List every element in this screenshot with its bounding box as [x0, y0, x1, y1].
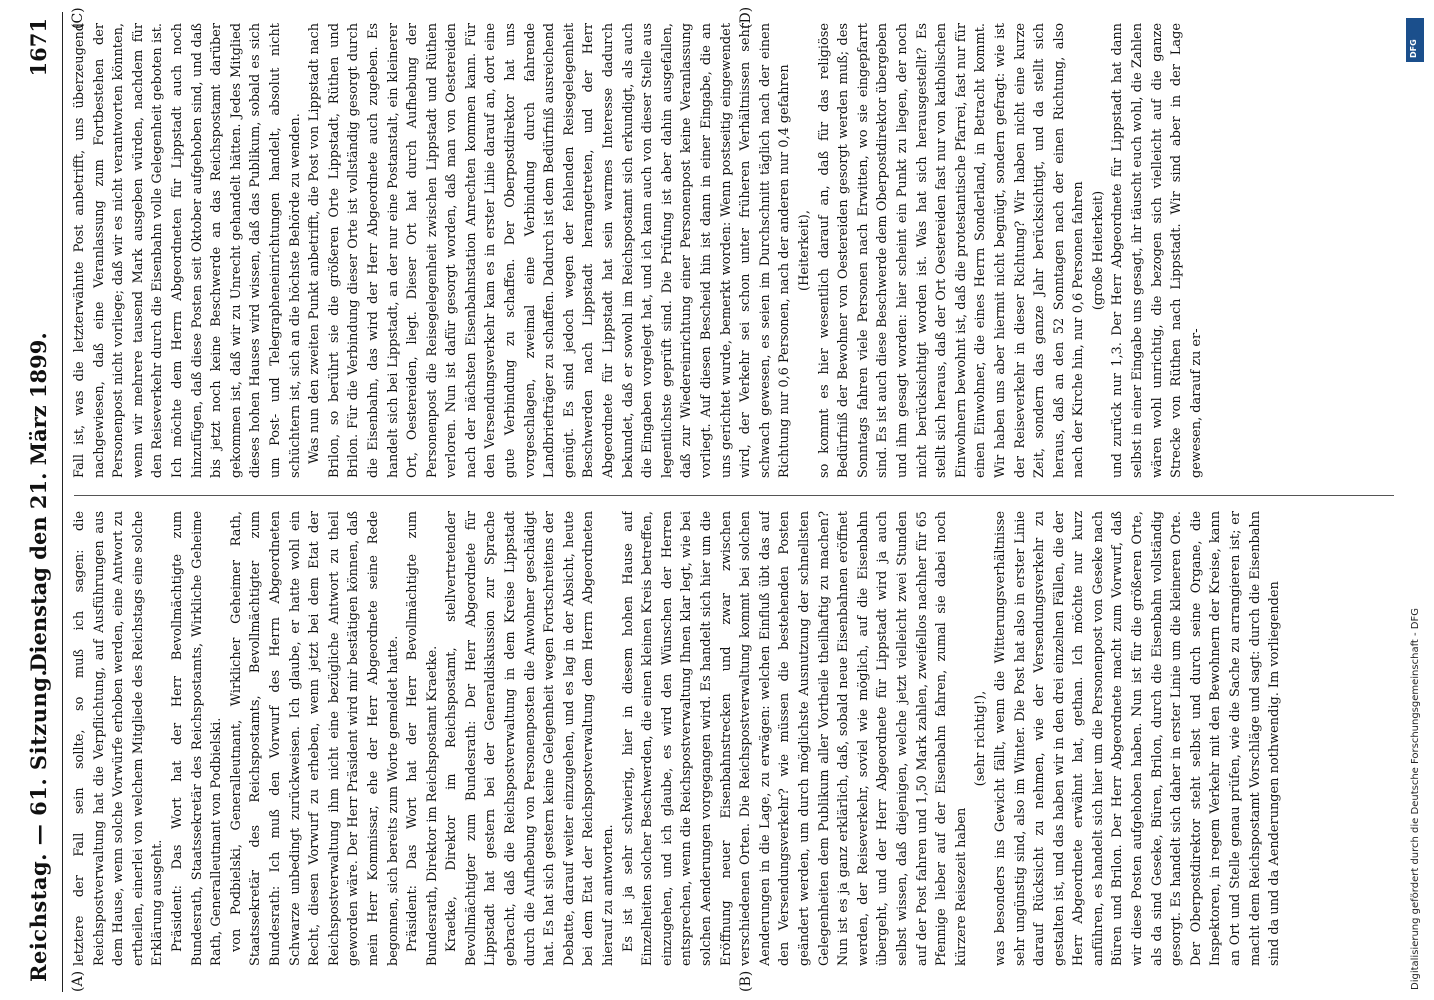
paragraph: Was nun den zweiten Punkt anbetrifft, die Post von Lippstadt nach Brilon, so berührt sie die größeren Orte Lippstadt, Rüthen und Brilon. Für die Verbindung dieser Orte ist vollständig gesorgt durch die Eisenbahn, das wird der Herr Abgeordnete auch zugeben. Es handelt sich bei Lippstadt, an der nur eine Postanstalt, ein kleinerer Ort, Oestereiden, liegt. Dieser Ort hat durch Aufhebung der Personenpost die Reisegelegenheit zwischen Lippstadt und Rüthen verloren. Nun ist dafür gesorgt worden, daß man von Oestereiden nach der nächsten Eisenbahnstation Anrechten kommen kann. Für den Versendungsverkehr kam es in erster Linie darauf an, dort eine gute Verbindung zu schaffen. Der Oberpostdirektor hat uns vorgeschlagen, zweimal eine Verbindung durch fahrende Landbriefträger zu schaffen. Dadurch ist dem Bedürfniß ausreichend genügt. Es sind jedoch wegen der fehlenden Reisegelegenheit Beschwerden nach Lippstadt herangetreten, und der Herr Abgeordnete für Lippstadt hat sein warmes Interesse dadurch bekundet, daß er sowohl im Reichspostamt sich erkundigt, als auch die Eingaben vorgelegt hat, und ich kann auch von dieser Stelle aus legentlichste geprüft sind. Die Prüfung ist aber dahin ausgefallen, daß zur Wiedereinrichtung einer Personenpost keine Veranlassung vorliegt. Auf diesen Bescheid hin ist dann in einer Eingabe, die an uns gerichtet wurde, bemerkt worden: Wenn postseitig eingewendet wird, der Verkehr sei schon unter früheren Verhältnissen sehr schwach gewesen, es seien im Durchschnitt täglich nach der einen Richtung nur 0,6 Personen, nach der anderen nur 0,4 gefahren	[307, 23, 793, 478]
left-text-column	[70, 511, 1400, 966]
paragraph: Präsident: Das Wort hat der Herr Bevollmächtigte zum Bundesrath, Staatssekretär des Reichspostamts, Wirkliche Geheime Rath, Generalleutnant von Podbielski.	[169, 511, 225, 966]
section-marker-d: (D)	[738, 6, 754, 29]
column-divider	[74, 495, 1394, 496]
interjection: (Heiterkeit),	[796, 210, 812, 291]
section-marker-a: (A)	[70, 970, 86, 992]
interjection: (sehr richtig!),	[973, 690, 989, 787]
section-marker-c: (C)	[70, 7, 86, 29]
paragraph: von Podbielski, Generalleutnant, Wirklicher Geheimer Rath, Staatssekretär des Reichspostamts, Bevollmächtigter zum Bundesrath: Ich muß den Vorwurf des Herrn Abgeordneten Schwarze unbedingt zurückweisen. Ich glaube, er hatte wohl ein Recht, diesen Vorwurf zu erheben, wenn jetzt bei dem Etat der Reichspostverwaltung ihm nicht eine bezügliche Antwort zu theil geworden wäre. Der Herr Präsident wird mir bestätigen können, daß mein Herr Kommissar, ehe der Herr Abgeordnete seine Rede begonnen, sich bereits zum Worte gemeldet hatte.	[228, 511, 401, 966]
paragraph: Es ist ja sehr schwierig, hier in diesem hohen Hause auf Einzelheiten solcher Beschwerden, die einen kleinen Kreis betreffen, einzugehen, und ich glaube, es wird den Wünschen der Herren entsprechen, wenn die Reichspostverwaltung Ihnen klar legt, wie bei solchen Aenderungen vorgegangen wird. Es handelt sich hier um die Eröffnung neuer Eisenbahnstrecken und zwar zwischen verschiedenen Orten. Die Reichspostverwaltung kommt bei solchen Aenderungen in die Lage, zu erwägen: welchen Einfluß übt das auf den Versendungsverkehr? wie müssen die bestehenden Posten geändert werden, um durch möglichste Ausnutzung der schnellsten Gelegenheiten dem Publikum aller Vortheile theilhaftig zu machen? Nun ist es ja ganz erklärlich, daß, sobald neue Eisenbahnen eröffnet werden, der Reiseverkehr, soviel wie möglich, auf die Eisenbahn übergeht, und der Herr Abgeordnete für Lippstadt wird ja auch selbst wissen, daß diejenigen, welche jetzt vielleicht zwei Stunden auf der Post fahren und 1,50 Mark zahlen, zweifellos nachher für 65 Pfennige lieber auf der Eisenbahn fahren, zumal sie dabei noch kürzere Reisezeit haben	[620, 511, 969, 966]
paragraph: Präsident: Das Wort hat der Herr Bevollmächtigte zum Bundesrath, Direktor im Reichspostamt Kraetke.	[405, 511, 440, 966]
section-marker-b: (B)	[738, 970, 754, 992]
paragraph: und zurück nur 1,3. Der Herr Abgeordnete für Lippstadt hat dann selbst in einer Eingabe uns gesagt, ihr täuscht euch wohl, die Zahlen wären wohl unrichtig, die bezogen sich vielleicht auf die ganze Strecke von Rüthen nach Lippstadt. Wir sind aber in der Lage gewesen, darauf zu er-	[1110, 23, 1204, 478]
header-date: Dienstag den 21. März 1899.	[26, 332, 51, 672]
paragraph: letztere der Fall sein sollte, so muß ich sagen: die Reichspostverwaltung hat die Verpflichtung, auf Ausführungen aus dem Hause, wenn solche Vorwürfe erhoben werden, eine Antwort zu ertheilen, einerlei von welchem Mitgliede des Reichstags eine solche Erklärung ausgeht.	[72, 511, 166, 966]
paragraph: Fall ist, was die letzterwähnte Post anbetrifft, uns überzeugend nachgewiesen, daß eine Veranlassung zum Fortbestehen der Personenpost nicht vorliege; daß wir es nicht verantworten könnten, wenn wir mehrere tausend Mark ausgeben würden, nachdem für den Reiseverkehr durch die Eisenbahn volle Gelegenheit geboten ist. Ich möchte dem Herrn Abgeordneten für Lippstadt auch noch hinzufügen, daß diese Posten seit Oktober aufgehoben sind, und daß bis jetzt noch keine Beschwerde an das Reichspostamt darüber gekommen ist, daß wir zu Unrecht gehandelt hätten. Jedes Mitglied dieses hohen Hauses wird wissen, daß das Publikum, sobald es sich um Post- und Telegrapheneinrichtungen handelt, absolut nicht schüchtern ist, sich an die höchste Behörde zu wenden.	[72, 23, 303, 478]
dfg-logo: DFG	[1406, 18, 1424, 62]
paragraph: Kraetke, Direktor im Reichspostamt, stellvertretender Bevollmächtigter zum Bundesrath: Der Herr Abgeordnete für Lippstadt hat gestern bei der Generaldiskussion zur Sprache gebracht, daß die Reichspostverwaltung in dem Kreise Lippstadt durch die Aufhebung von Personenposten die Anwohner geschädigt hat. Es hat sich gestern keine Gelegenheit wegen Fortschreitens der Debatte, darauf weiter einzugehen, und es lag in der Absicht, heute bei dem Etat der Reichspostverwaltung dem Herrn Abgeordneten hierauf zu antworten.	[444, 511, 617, 966]
right-text-column	[70, 23, 1400, 478]
credit-text: Digitalisierung gefördert durch die Deutsche Forschungsgemeinschaft - DFG	[1410, 607, 1421, 990]
rotated-page	[18, 6, 1413, 992]
page-header	[18, 12, 63, 992]
paragraph: so kommt es hier wesentlich darauf an, daß für das religiöse Bedürfniß der Bewohner von Oestereiden gesorgt werden muß; des Sonntags fahren viele Personen nach Erwitten, wo sie eingepfarrt sind. Es ist auch diese Beschwerde dem Oberpostdirektor übergeben und ihm gesagt worden: hier scheint ein Punkt zu liegen, der noch nicht berücksichtigt worden ist. Was hat sich herausgestellt? Es stellt sich heraus, daß der Ort Oestereiden fast nur von katholischen Einwohnern bewohnt ist, daß die protestantische Pfarrei, fast nur für einen Einwohner, die eines Herrn Sonderland, in Betracht kommt. Wir haben uns aber hiermit nicht begnügt, sondern gefragt: wie ist der Reiseverkehr in dieser Richtung? Wir haben nicht eine kurze Zeit, sondern das ganze Jahr berücksichtigt, und da stellt sich heraus, daß an den 52 Sonntagen nach der einen Richtung, also nach der Kirche hin, nur 0,6 Personen fahren	[816, 23, 1087, 478]
page-number: 1671	[26, 18, 51, 77]
paragraph: was besonders ins Gewicht fällt, wenn die Witterungsverhältnisse sehr ungünstig sind, also im Winter. Die Post hat also in erster Linie darauf Rücksicht zu nehmen, wie der Versendungsverkehr zu gestalten ist, und das haben wir in den drei einzelnen Fällen, die der Herr Abgeordnete erwähnt hat, gethan. Ich möchte nur kurz anführen, es handelt sich hier um die Personenpost von Geseke nach Büren und Brilon. Der Herr Abgeordnete macht zum Vorwurf, daß wir diese Posten aufgehoben haben. Nun ist für die größeren Orte, als da sind Geseke, Büren, Brilon, durch die Eisenbahn vollständig gesorgt. Es handelt sich daher in erster Linie um die kleineren Orte. Der Oberpostdirektor steht selbst und durch seine Organe, die Inspektoren, in regem Verkehr mit den Bewohnern der Kreise, kann an Ort und Stelle genau prüfen, wie die Sache zu arrangieren ist; er macht dem Reichspostamt Vorschläge und sagt: durch die Eisenbahn sind da und da Aenderungen nothwendig. Im vorliegenden	[992, 511, 1283, 966]
interjection: (große Heiterkeit)	[1090, 190, 1106, 311]
header-session: Reichstag. — 61. Sitzung.	[26, 668, 51, 982]
digitization-credit	[1400, 12, 1430, 992]
